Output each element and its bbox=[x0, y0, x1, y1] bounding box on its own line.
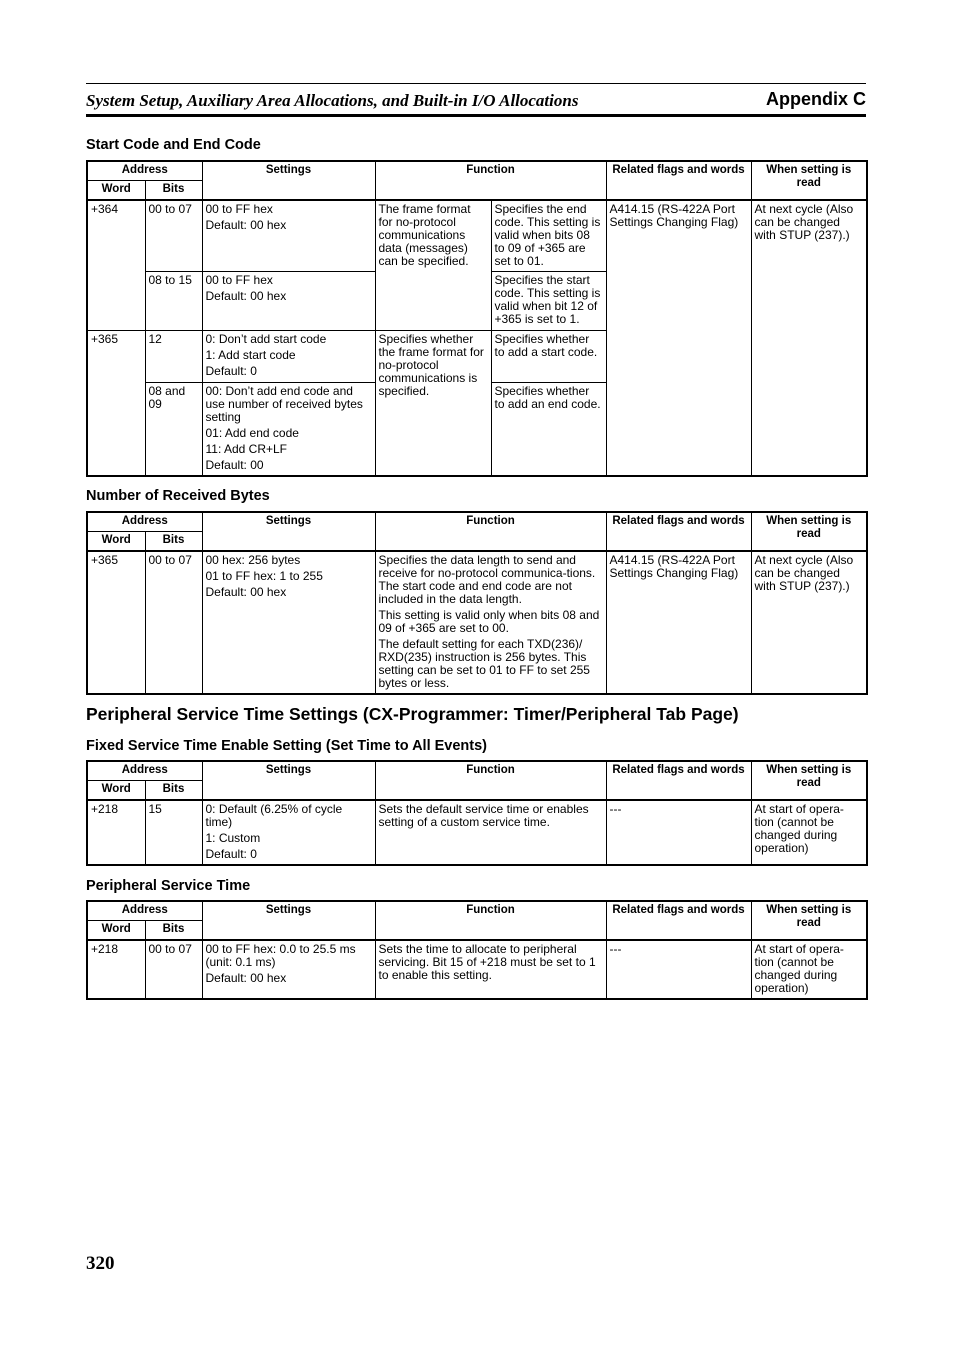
word-cell: +218 bbox=[87, 800, 145, 865]
header-function: Function bbox=[375, 161, 606, 200]
settings-cell: 0: Default (6.25% of cycle time) 1: Custom Default: 0 bbox=[202, 800, 375, 865]
header-when: When setting is read bbox=[751, 761, 867, 800]
received-bytes-heading: Number of Received Bytes bbox=[86, 488, 270, 504]
header-function: Function bbox=[375, 901, 606, 940]
header-related: Related flags and words bbox=[606, 161, 751, 200]
start-code-heading: Start Code and End Code bbox=[86, 137, 261, 153]
appendix-label: Appendix C bbox=[765, 89, 866, 109]
start-code-table bbox=[86, 160, 868, 477]
header-settings: Settings bbox=[202, 901, 375, 940]
header-address: Address bbox=[87, 761, 202, 781]
page-header bbox=[86, 83, 866, 117]
function-cell: Sets the time to allocate to peripheral servicing. Bit 15 of +218 must be set to 1 to enable this setting. bbox=[375, 940, 606, 999]
when-cell: At start of opera-tion (cannot be changed during operation) bbox=[751, 800, 867, 865]
header-when: When setting is read bbox=[751, 161, 867, 200]
word-cell: +218 bbox=[87, 940, 145, 999]
peripheral-time-heading: Peripheral Service Time bbox=[86, 878, 251, 894]
header-word: Word bbox=[87, 181, 145, 201]
related-cell: --- bbox=[606, 940, 751, 999]
header-function: Function bbox=[375, 512, 606, 551]
page-number: 320 bbox=[86, 1253, 115, 1274]
header-word: Word bbox=[87, 532, 145, 552]
settings-cell: 0: Don’t add start code 1: Add start code Default: 0 bbox=[202, 331, 375, 383]
related-cell: A414.15 (RS-422A Port Settings Changing Flag) bbox=[606, 200, 751, 476]
header-address: Address bbox=[87, 512, 202, 532]
bits-cell: 00 to 07 bbox=[145, 551, 202, 694]
table-row bbox=[87, 551, 867, 694]
header-title: System Setup, Auxiliary Area Allocations, and Built-in I/O Allocations bbox=[86, 91, 579, 110]
fixed-service-table bbox=[86, 760, 868, 866]
related-cell: --- bbox=[606, 800, 751, 865]
function-detail-cell: Specifies the start code. This setting is valid when bit 12 of +365 is set to 1. bbox=[491, 272, 606, 331]
header-bits: Bits bbox=[145, 181, 202, 201]
settings-cell: 00 hex: 256 bytes 01 to FF hex: 1 to 255 Default: 00 hex bbox=[202, 551, 375, 694]
table-row bbox=[87, 940, 867, 999]
bits-cell: 12 bbox=[145, 331, 202, 383]
header-settings: Settings bbox=[202, 512, 375, 551]
function-cell: Sets the default service time or enables setting of a custom service time. bbox=[375, 800, 606, 865]
bits-cell: 00 to 07 bbox=[145, 940, 202, 999]
when-cell: At start of opera-tion (cannot be changed during operation) bbox=[751, 940, 867, 999]
bits-cell: 08 to 15 bbox=[145, 272, 202, 331]
function-detail-cell: Specifies whether to add an end code. bbox=[491, 383, 606, 477]
when-cell: At next cycle (Also can be changed with STUP (237).) bbox=[751, 551, 867, 694]
function-detail-cell: Specifies whether to add a start code. bbox=[491, 331, 606, 383]
header-related: Related flags and words bbox=[606, 512, 751, 551]
function-cell: Specifies the data length to send and receive for no-protocol communica-tions. The start code and end code are not included in the data length. This setting is valid only when bits 08 and 09 of +365 are set to 00. The default setting for each TXD(236)/ RXD(235) instruction is 256 bytes. This setting can be set to 01 to FF to set 255 bytes or less. bbox=[375, 551, 606, 694]
header-word: Word bbox=[87, 781, 145, 801]
word-cell: +365 bbox=[87, 551, 145, 694]
bits-cell: 00 to 07 bbox=[145, 200, 202, 272]
word-cell: +365 bbox=[87, 331, 145, 477]
function-cell: Specifies whether the frame format for no-protocol communications is specified. bbox=[375, 331, 491, 477]
fixed-service-heading: Fixed Service Time Enable Setting (Set Time to All Events) bbox=[86, 738, 488, 754]
header-bits: Bits bbox=[145, 781, 202, 801]
settings-cell: 00 to FF hex Default: 00 hex bbox=[202, 272, 375, 331]
header-bits: Bits bbox=[145, 921, 202, 941]
table-row bbox=[87, 800, 867, 865]
header-related: Related flags and words bbox=[606, 901, 751, 940]
received-bytes-table bbox=[86, 511, 868, 695]
header-when: When setting is read bbox=[751, 512, 867, 551]
header-bits: Bits bbox=[145, 532, 202, 552]
bits-cell: 08 and 09 bbox=[145, 383, 202, 477]
header-settings: Settings bbox=[202, 761, 375, 800]
peripheral-time-table bbox=[86, 900, 868, 1000]
header-function: Function bbox=[375, 761, 606, 800]
settings-cell: 00 to FF hex: 0.0 to 25.5 ms (unit: 0.1 ms) Default: 00 hex bbox=[202, 940, 375, 999]
section-title: Peripheral Service Time Settings (CX-Programmer: Timer/Peripheral Tab Page) bbox=[86, 704, 739, 724]
settings-cell: 00: Don’t add end code and use number of received bytes setting 01: Add end code 11: Add CR+LF Default: 00 bbox=[202, 383, 375, 477]
word-cell: +364 bbox=[87, 200, 145, 331]
header-word: Word bbox=[87, 921, 145, 941]
table-row bbox=[87, 200, 867, 272]
settings-cell: 00 to FF hex Default: 00 hex bbox=[202, 200, 375, 272]
related-cell: A414.15 (RS-422A Port Settings Changing Flag) bbox=[606, 551, 751, 694]
header-address: Address bbox=[87, 161, 202, 181]
header-settings: Settings bbox=[202, 161, 375, 200]
function-cell: The frame format for no-protocol communications data (messages) can be specified. bbox=[375, 200, 491, 331]
function-detail-cell: Specifies the end code. This setting is valid when bits 08 to 09 of +365 are set to 01. bbox=[491, 200, 606, 272]
bits-cell: 15 bbox=[145, 800, 202, 865]
when-cell: At next cycle (Also can be changed with STUP (237).) bbox=[751, 200, 867, 476]
header-address: Address bbox=[87, 901, 202, 921]
header-related: Related flags and words bbox=[606, 761, 751, 800]
header-when: When setting is read bbox=[751, 901, 867, 940]
